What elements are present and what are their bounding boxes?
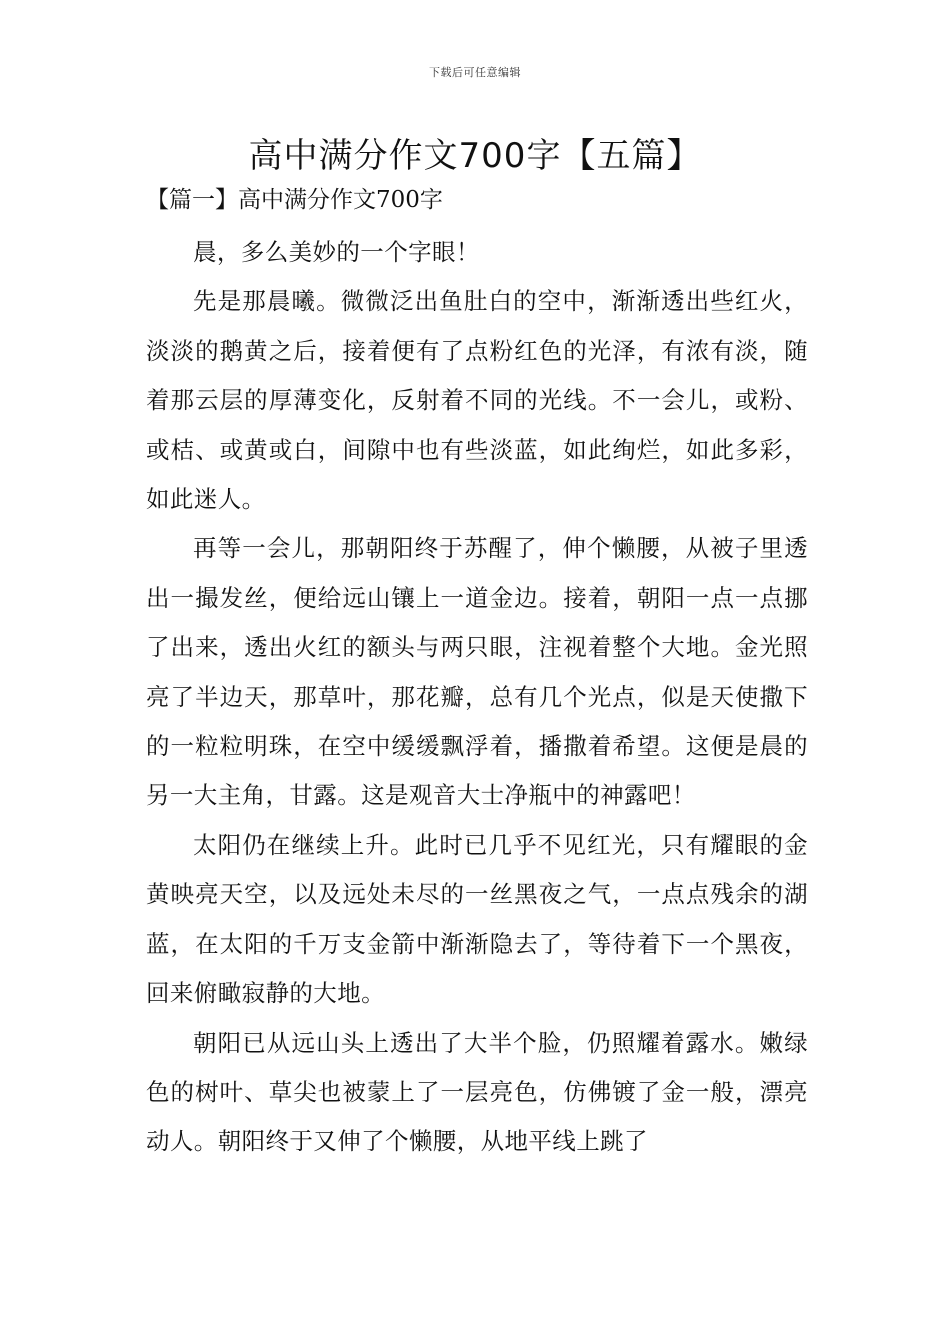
paragraph: 晨，多么美妙的一个字眼！ [193,238,480,266]
section-heading: 【篇一】高中满分作文700字 [146,187,443,213]
header-note: 下载后可任意编辑 [429,66,521,79]
paragraph: 再等一会儿，那朝阳终于苏醒了，伸个懒腰，从被子里透出一撮发丝，便给远山镶上一道金边。接着，朝阳一点一点挪了出来，透出火红的额头与两只眼，注视着整个大地。金光照亮了半边天，那草叶，那花瓣，总有几个光点，似是天使撒下的一粒粒明珠，在空中缓缓飘浮着，播撒着希望。这便是晨的另一大主角，甘露。这是观音大士净瓶中的神露吧！ [146,534,808,810]
document-title: 高中满分作文700字【五篇】 [248,136,702,176]
paragraph: 朝阳已从远山头上透出了大半个脸，仍照耀着露水。嫩绿色的树叶、草尖也被蒙上了一层亮色，仿佛镀了金一般，漂亮动人。朝阳终于又伸了个懒腰，从地平线上跳了 [146,1028,808,1156]
body-text [146,228,808,1167]
paragraph: 太阳仍在继续上升。此时已几乎不见红光，只有耀眼的金黄映亮天空，以及远处未尽的一丝黑夜之气，一点点残余的湖蓝，在太阳的千万支金箭中渐渐隐去了，等待着下一个黑夜，回来俯瞰寂静的大地。 [146,830,808,1008]
paragraph: 先是那晨曦。微微泛出鱼肚白的空中，渐渐透出些红火，淡淡的鹅黄之后，接着便有了点粉红色的光泽，有浓有淡，随着那云层的厚薄变化，反射着不同的光线。不一会儿，或粉、或桔、或黄或白，间隙中也有些淡蓝，如此绚烂，如此多彩，如此迷人。 [146,287,808,514]
